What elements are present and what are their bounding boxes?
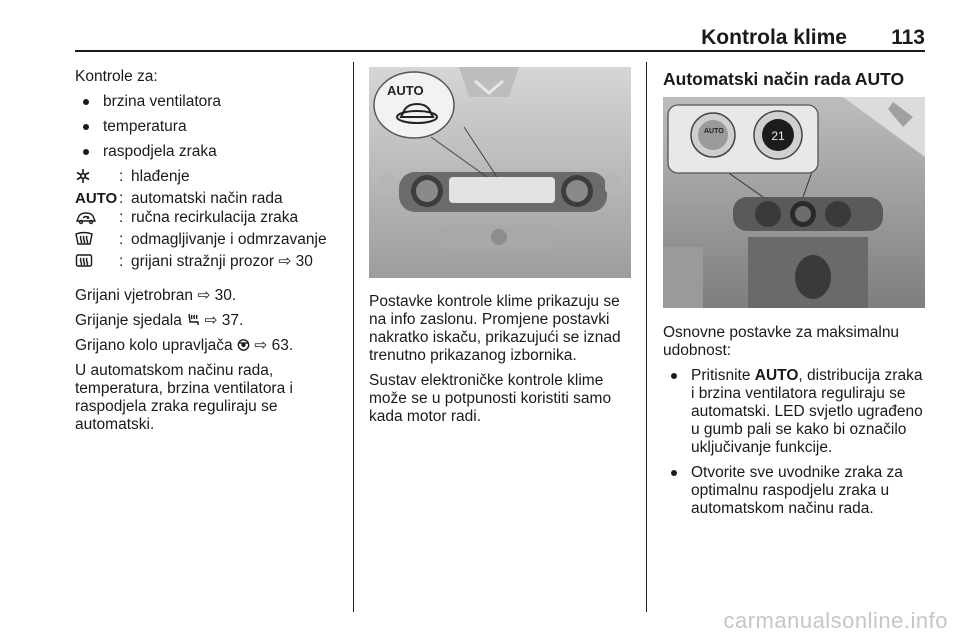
watermark: carmanualsonline.info	[723, 608, 948, 633]
rear-window-heating-icon	[75, 253, 119, 274]
symbol-description: grijani stražnji prozor ⇨ 30	[131, 253, 313, 270]
page-number: 113	[891, 26, 925, 49]
climate-panel-photo	[369, 67, 631, 278]
controls-intro: Kontrole za:	[75, 68, 158, 85]
list-item: brzina ventilatora	[75, 93, 337, 111]
list-item: raspodjela zraka	[75, 143, 337, 161]
ref-arrow-icon: ⇨	[254, 337, 268, 354]
seat-heating-icon	[186, 312, 200, 329]
list-item: Otvorite sve uvodnike zraka za optimalnu raspodjelu zraka u automatskom načinu rada.	[663, 464, 928, 518]
symbol-row: : ručna recirkulacija zraka	[75, 209, 337, 230]
auto-symbol: AUTO	[75, 190, 118, 207]
bullet-dot	[83, 149, 89, 155]
page-header	[75, 22, 925, 52]
symbol-description: hlađenje	[131, 168, 190, 185]
column-divider-right	[646, 62, 647, 612]
symbol-description: odmagljivanje i odmrzavanje	[131, 231, 327, 248]
auto-knob-label: AUTO	[704, 128, 724, 135]
symbol-legend	[75, 168, 337, 274]
section-heading: Automatski način rada AUTO	[663, 69, 905, 89]
svg-text:21: 21	[771, 129, 785, 143]
bullet-dot	[83, 99, 89, 105]
bullet-dot	[671, 470, 677, 476]
steering-wheel-heating-icon	[237, 337, 250, 354]
page-ref: 30.	[214, 287, 237, 304]
auto-steps-list	[663, 367, 928, 518]
middle-column	[369, 293, 637, 433]
bullet-dot	[671, 373, 677, 379]
symbol-row: : grijani stražnji prozor ⇨ 30	[75, 253, 337, 274]
column-divider-left	[353, 62, 354, 612]
controls-list	[75, 93, 337, 161]
symbol-row: AUTO : automatski način rada	[75, 190, 337, 208]
ref-arrow-icon: ⇨	[197, 287, 211, 304]
page-ref: 37.	[221, 312, 244, 329]
bullet-dot	[83, 124, 89, 130]
auto-mode-paragraph: U automatskom načinu rada, temperatura, brzina ventilatora i raspodjela zraka reguliraju se automatski.	[75, 362, 293, 433]
right-column	[663, 324, 928, 525]
list-item: Pritisnite AUTO, distribucija zraka i brzina ventilatora reguliraju se automatski. LED svjetlo ugrađeno u gumb pali se kako bi označilo uključivanje funkcije.	[663, 367, 928, 457]
page-ref: 30	[295, 253, 313, 270]
windscreen-defrost-icon	[75, 231, 119, 252]
ref-line: Grijani vjetrobran ⇨ 30.	[75, 287, 237, 304]
basic-settings-intro: Osnovne postavke za maksimalnu udobnost:	[663, 324, 900, 359]
header-rule	[75, 50, 925, 52]
auto-button-photo	[663, 97, 925, 308]
ref-arrow-icon: ⇨	[278, 253, 292, 270]
symbol-row: : odmagljivanje i odmrzavanje	[75, 231, 337, 252]
snowflake-icon	[75, 168, 119, 189]
list-item: temperatura	[75, 118, 337, 136]
auto-callout-label: AUTO	[387, 83, 424, 98]
symbol-description: ručna recirkulacija zraka	[131, 209, 299, 226]
ref-arrow-icon: ⇨	[204, 312, 218, 329]
engine-running-paragraph: Sustav elektroničke kontrole klime može se u potpunosti koristiti samo kada motor radi.	[369, 372, 612, 425]
left-column	[75, 68, 337, 441]
page-title: Kontrola klime	[701, 26, 847, 49]
ref-line: Grijano kolo upravljača ⇨ 63.	[75, 337, 294, 354]
info-display-paragraph: Postavke kontrole klime prikazuju se na info zaslonu. Promjene postavki nakratko iskaču, prikazujući se iznad trenutno prikazanog izbornika.	[369, 293, 621, 364]
right-column-heading-wrap	[663, 68, 928, 97]
ref-line: Grijanje sjedala ⇨ 37.	[75, 312, 244, 329]
symbol-row: : hlađenje	[75, 168, 337, 189]
symbol-description: automatski način rada	[131, 190, 283, 207]
page-ref: 63.	[271, 337, 294, 354]
recirculation-icon	[75, 209, 119, 230]
